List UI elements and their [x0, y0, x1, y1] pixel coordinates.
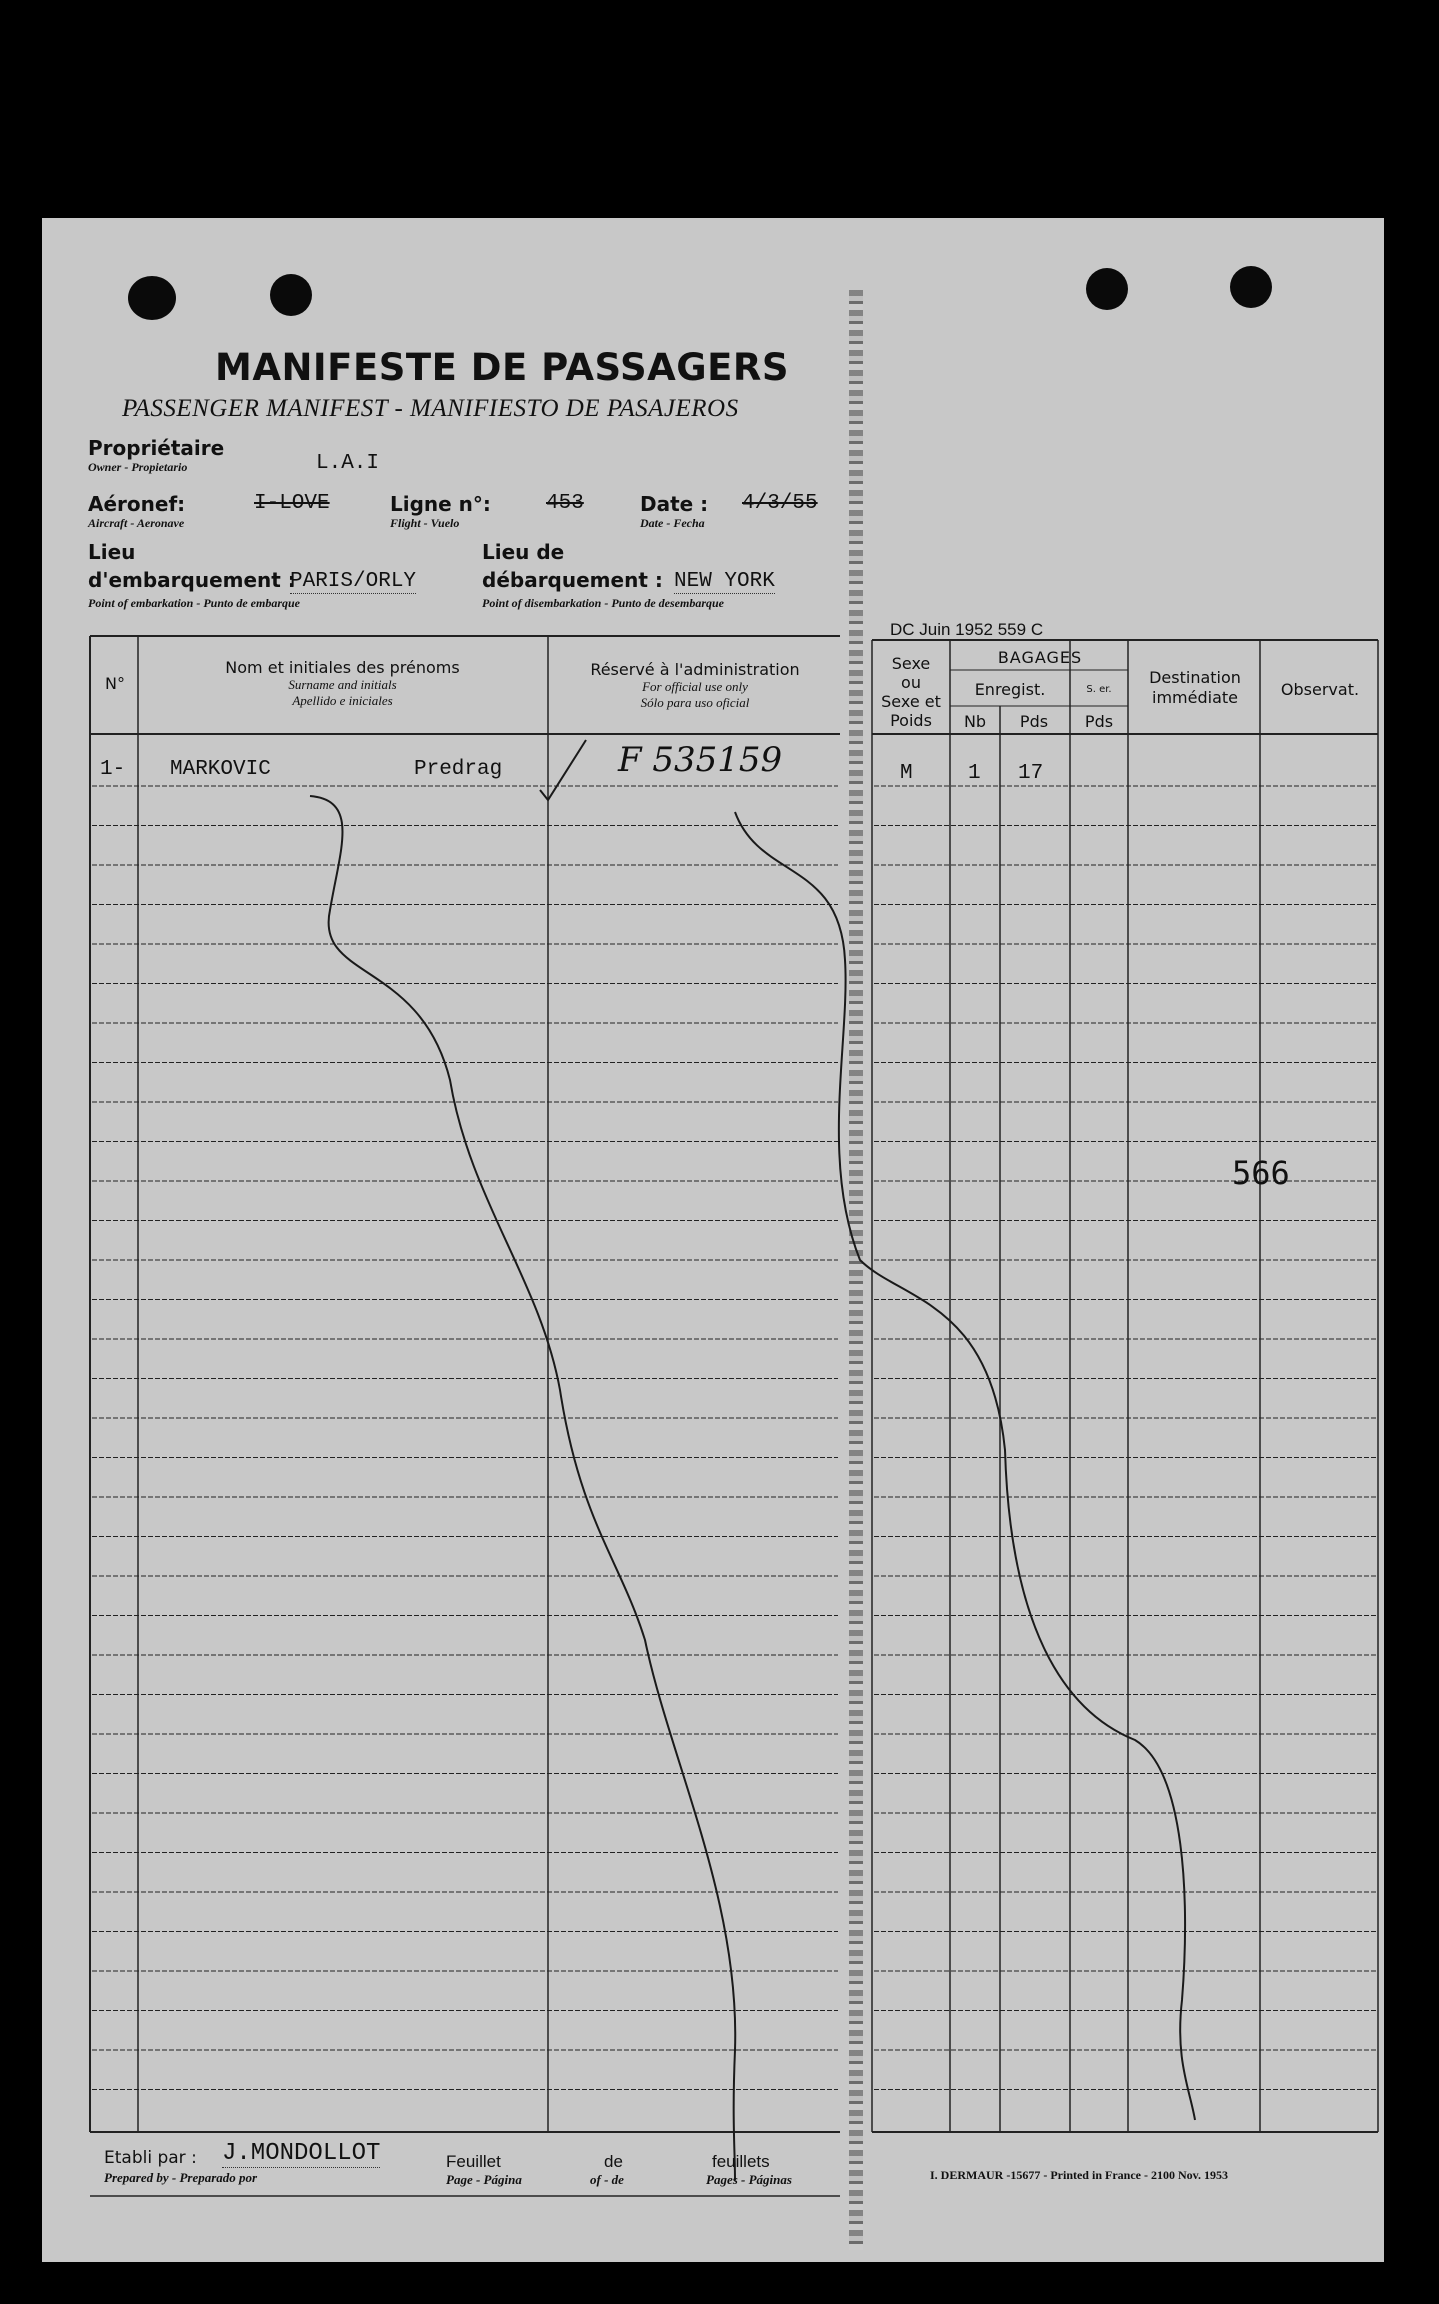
embark-sublabel: Point of embarkation - Punto de embarque	[88, 596, 301, 610]
col-header-weight: Poids	[890, 711, 932, 730]
col-header-number: N°	[105, 674, 125, 693]
col-header-sex: Sexe	[891, 654, 931, 673]
col-header-name: Nom et initiales des prénoms	[225, 658, 460, 677]
row-1-official-code: F 535159	[618, 740, 783, 780]
form-code: DC Juin 1952 559 C	[890, 620, 1044, 639]
row-1-given-name: Predrag	[414, 758, 503, 781]
col-header-name-es: Apellido e iniciales	[292, 693, 393, 708]
col-header-admin: Réservé à l'administration	[590, 660, 800, 679]
date-value: 4/3/55	[742, 492, 818, 515]
aircraft-label: Aéronef:	[88, 492, 186, 516]
cancel-stroke	[735, 812, 1195, 2120]
col-header-sex-weight: Sexe et	[881, 692, 941, 711]
row-1-sex: M	[900, 762, 913, 785]
sheet-number: 566	[1232, 1154, 1290, 1192]
col-header-destination-2: immédiate	[1152, 688, 1238, 707]
disembark-value: NEW YORK	[674, 570, 775, 593]
embark-value: PARIS/ORLY	[290, 570, 417, 593]
owner-label: Propriétaire	[88, 436, 225, 460]
embark-label: Lieu	[88, 540, 136, 564]
disembark-label: Lieu de	[482, 540, 565, 564]
check-mark	[540, 740, 586, 800]
page-title: MANIFESTE DE PASSAGERS	[215, 346, 790, 389]
page-subtitle: PASSENGER MANIFEST - MANIFIESTO DE PASAJEROS	[122, 395, 739, 422]
col-header-destination: Destination	[1149, 668, 1241, 687]
row-1-number: 1-	[100, 758, 126, 781]
of-sublabel: of - de	[590, 2172, 624, 2187]
prepared-by-value: J.MONDOLLOT	[222, 2140, 381, 2167]
col-header-sex-or: ou	[901, 673, 921, 692]
disembark-label-2: débarquement :	[482, 568, 663, 592]
embark-label-2: d'embarquement :	[88, 568, 296, 592]
prepared-by-sublabel: Prepared by - Preparado por	[104, 2170, 258, 2185]
owner-value: L.A.I	[316, 452, 380, 475]
col-header-admin-es: Sólo para uso oficial	[640, 695, 750, 710]
col-header-registered: Enregist.	[974, 680, 1046, 699]
owner-sublabel: Owner - Propietario	[88, 460, 188, 474]
sheets-sublabel: Pages - Páginas	[706, 2172, 792, 2187]
col-header-observations: Observat.	[1280, 680, 1360, 699]
row-1-baggage-weight: 17	[1018, 762, 1044, 785]
col-header-pds2: Pds	[1084, 712, 1114, 731]
page-label: Feuillet	[446, 2152, 501, 2171]
disembark-sublabel: Point of disembarkation - Punto de desembarque	[482, 596, 725, 610]
cancel-stroke	[310, 796, 735, 2180]
aircraft-sublabel: Aircraft - Aeronave	[88, 516, 185, 530]
col-header-nb: Nb	[963, 712, 987, 731]
col-header-ser: S. er.	[1086, 684, 1112, 695]
flight-sublabel: Flight - Vuelo	[390, 516, 460, 530]
page-sublabel: Page - Página	[446, 2172, 522, 2187]
printer-credit: I. DERMAUR -15677 - Printed in France - 2100 Nov. 1953	[930, 2168, 1228, 2182]
aircraft-value: I-LOVE	[254, 492, 330, 515]
sheets-label: feuillets	[712, 2152, 770, 2171]
flight-value: 453	[546, 492, 584, 515]
date-label: Date :	[640, 492, 709, 516]
flight-label: Ligne n°:	[390, 492, 491, 516]
col-header-name-en: Surname and initials	[288, 677, 397, 692]
row-1-baggage-count: 1	[968, 762, 981, 785]
row-1-surname: MARKOVIC	[170, 758, 271, 781]
col-header-admin-en: For official use only	[642, 679, 748, 694]
of-label: de	[604, 2152, 623, 2171]
date-sublabel: Date - Fecha	[640, 516, 705, 530]
col-header-baggage: BAGAGES	[997, 648, 1083, 667]
col-header-pds: Pds	[1019, 712, 1049, 731]
prepared-by-label: Etabli par :	[104, 2148, 197, 2168]
